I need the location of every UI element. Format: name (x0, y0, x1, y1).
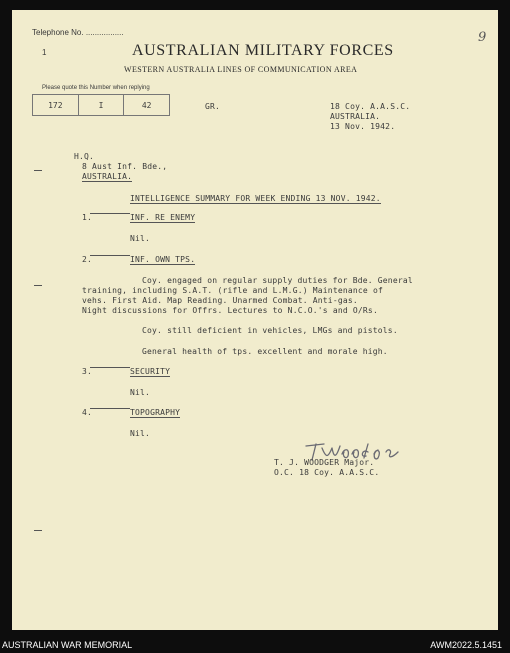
section-number: 4. (82, 408, 93, 417)
page-mark: 1 (42, 48, 47, 57)
ref-cell: I (79, 95, 125, 115)
letterhead-title: AUSTRALIAN MILITARY FORCES (132, 42, 394, 59)
margin-mark (34, 530, 42, 531)
section-heading: INF. RE ENEMY (130, 213, 196, 222)
section-rule (90, 213, 130, 214)
section-rule (90, 367, 130, 368)
section-body-line: vehs. First Aid. Map Reading. Unarmed Combat. Anti-gas. (82, 296, 358, 305)
document-page (12, 10, 498, 630)
section-body-line: Coy. engaged on regular supply duties for Bde. General (142, 276, 413, 285)
section-number: 3. (82, 367, 93, 376)
summary-title: INTELLIGENCE SUMMARY FOR WEEK ENDING 13 NOV. 1942. (130, 194, 381, 203)
letterhead-subtitle: WESTERN AUSTRALIA LINES OF COMMUNICATION AREA (124, 65, 358, 74)
section-heading: SECURITY (130, 367, 171, 376)
footer-institution: AUSTRALIAN WAR MEMORIAL (2, 640, 133, 650)
telephone-line: Telephone No. ................. (32, 28, 124, 37)
signatory-name: T. J. WOODGER Major. (274, 458, 375, 467)
letter-date: 13 Nov. 1942. (330, 122, 396, 131)
ref-cell: 172 (33, 95, 79, 115)
margin-mark (34, 170, 42, 171)
section-heading: INF. OWN TPS. (130, 255, 196, 264)
signatory-title: O.C. 18 Coy. A.A.S.C. (274, 468, 380, 477)
sender-unit: 18 Coy. A.A.S.C. (330, 102, 411, 111)
section-body-line: Coy. still deficient in vehicles, LMGs and pistols. (142, 326, 398, 335)
folio-number: 9 (478, 30, 487, 45)
addressee-line-3: AUSTRALIA. (82, 172, 133, 181)
addressee-line-1: H.Q. (74, 152, 95, 161)
section-body-line: Night discussions for Offrs. Lectures to N.C.O.'s and O/Rs. (82, 306, 378, 315)
section-heading: TOPOGRAPHY (130, 408, 181, 417)
footer-accession-number: AWM2022.5.1451 (430, 640, 502, 650)
section-body-line: Nil. (130, 388, 151, 397)
addressee-line-2: 8 Aust Inf. Bde., (82, 162, 168, 171)
section-body-line: Nil. (130, 234, 151, 243)
section-rule (90, 408, 130, 409)
section-number: 2. (82, 255, 93, 264)
reference-number-box (32, 94, 170, 116)
margin-mark (34, 285, 42, 286)
section-body-line: General health of tps. excellent and morale high. (142, 347, 388, 356)
section-rule (90, 255, 130, 256)
ref-suffix: GR. (205, 102, 221, 111)
ref-cell: 42 (141, 100, 152, 110)
section-number: 1. (82, 213, 93, 222)
section-body-line: Nil. (130, 429, 151, 438)
quote-note: Please quote this Number when replying (42, 85, 150, 91)
sender-place: AUSTRALIA. (330, 112, 381, 121)
section-body-line: training, including S.A.T. (rifle and L.M.G.) Maintenance of (82, 286, 383, 295)
